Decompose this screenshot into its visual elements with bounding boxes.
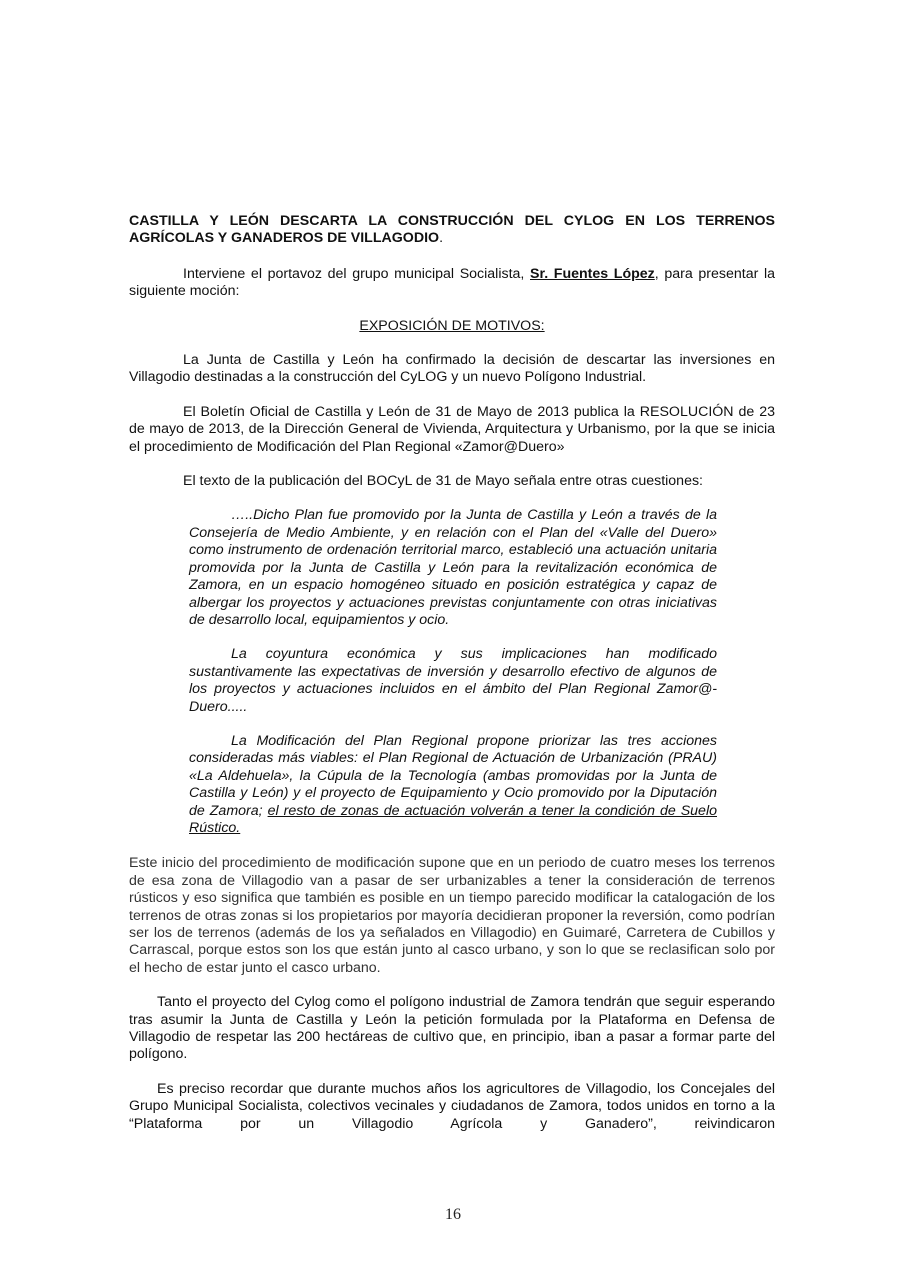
speaker-name: Sr. Fuentes López (530, 265, 655, 282)
page-number: 16 (445, 1206, 461, 1223)
quote-3 (189, 733, 717, 837)
paragraph-2: El Boletín Oficial de Castilla y León de 31 de Mayo de 2013 publica la RESOLUCIÓN de 23 de mayo de 2013, de la Dirección General de Vivienda, Arquitectura y Urbanismo, por la que se inicia el procedimiento de Modificación del Plan Regional «Zamor@Duero» (129, 403, 775, 455)
quote-2: La coyuntura económica y sus implicaciones han modificado sustantivamente las expectativas de inversión y desarrollo efectivo de algunos de los proyectos y actuaciones incluidos en el ámbito del Plan Regional Zamor@-Duero..... (189, 646, 717, 715)
paragraph-3: El texto de la publicación del BOCyL de 31 de Mayo señala entre otras cuestiones: (183, 473, 703, 490)
body-paragraph-2: Tanto el proyecto del Cylog como el polígono industrial de Zamora tendrán que seguir esperando tras asumir la Junta de Castilla y León la petición formulada por la Plataforma en Defensa de Villagodio de respetar las 200 hectáreas de cultivo que, en principio, iban a pasar a formar parte del polígono. (129, 994, 775, 1063)
intro-paragraph (129, 266, 775, 301)
document-body (129, 213, 775, 1133)
section-heading: EXPOSICIÓN DE MOTIVOS: (359, 317, 545, 334)
body-paragraph-3: Es preciso recordar que durante muchos años los agricultores de Villagodio, los Concejales del Grupo Municipal Socialista, colectivos vecinales y ciudadanos de Zamora, todos unidos en torno a la “Plataforma por un Villagodio Agrícola y Ganadero”, reivindicaron (129, 1080, 775, 1132)
intro-after: , para presentar la siguiente moción: (129, 265, 775, 300)
quote-3-text: La Modificación del Plan Regional propone priorizar las tres acciones consideradas más viables: el Plan Regional de Actuación de Urbanización (PRAU) «La Aldehuela», la Cúpula de la Tecnología (ambas promovidas por la Junta de Castilla y León) y el proyecto de Equipamiento y Ocio promovido por la Diputación de Zamora; (189, 732, 717, 819)
top-margin (0, 0, 906, 200)
paragraph-1: La Junta de Castilla y León ha confirmado la decisión de descartar las inversiones en Villagodio destinadas a la construcción del CyLOG y un nuevo Polígono Industrial. (129, 352, 775, 386)
document-title (129, 213, 775, 248)
quote-3-underlined: el resto de zonas de actuación volverán a tener la condición de Suelo Rústico. (189, 802, 717, 836)
intro-before: Interviene el portavoz del grupo municipal Socialista, (183, 265, 530, 282)
title-period: . (439, 230, 444, 247)
body-paragraph-1: Este inicio del procedimiento de modificación supone que en un periodo de cuatro meses los terrenos de esa zona de Villagodio van a pasar de ser urbanizables a tener la consideración de terrenos rústicos y eso significa que también es posible en un tiempo parecido modificar la catalogación de los terrenos de otras zonas si los propietarios por mayoría decidieran proponer la reversión, como podrían ser los de terrenos (además de los ya señalados en Villagodio) en Guimaré, Carretera de Cubillos y Carrascal, porque estos son los que están junto al casco urbano, y son lo que se reclasifican solo por el hecho de estar junto el casco urbano. (129, 855, 775, 976)
quoted-block (189, 507, 717, 837)
quote-1: …..Dicho Plan fue promovido por la Junta de Castilla y León a través de la Consejería de Medio Ambiente, y en relación con el Plan del «Valle del Duero» como instrumento de ordenación territorial marco, estableció una actuación unitaria promovida por la Junta de Castilla y León para la revitalización económica de Zamora, en un espacio homogéneo situado en posición estratégica y capaz de albergar los proyectos y actuaciones previstas conjuntamente con otras iniciativas de desarrollo local, equipamientos y ocio. (189, 507, 717, 628)
title-text: CASTILLA Y LEÓN DESCARTA LA CONSTRUCCIÓN DEL CYLOG EN LOS TERRENOS AGRÍCOLAS Y GANADEROS DE VILLAGODIO (129, 213, 775, 247)
